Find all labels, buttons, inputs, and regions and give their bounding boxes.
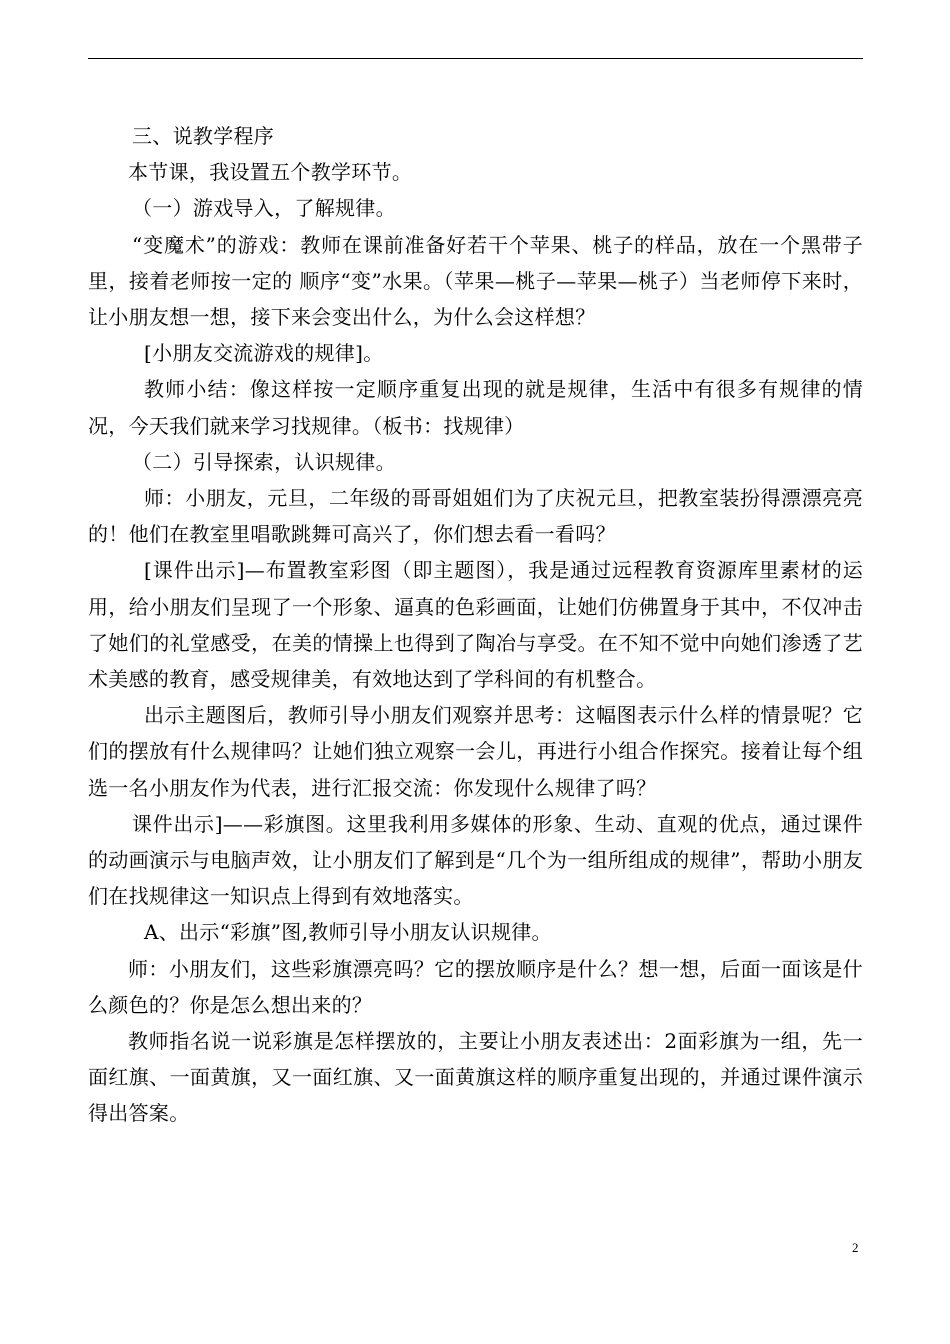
header-rule: [88, 58, 863, 59]
paragraph: [小朋友交流游戏的规律]。: [144, 341, 384, 366]
paragraph: 师：小朋友，元旦，二年级的哥哥姐姐们为了庆祝元旦，把教室装扮得漂漂亮亮的！他们在教室里唱歌跳舞可高兴了，你们想去看一看吗？: [88, 486, 863, 547]
paragraph: 师：小朋友们，这些彩旗漂亮吗？它的摆放顺序是什么？想一想，后面一面该是什么颜色的？你是怎么想出来的？: [88, 956, 863, 1017]
paragraph: 教师小结：像这样按一定顺序重复出现的就是规律，生活中有很多有规律的情况，今天我们就来学习找规律。（板书：找规律）: [88, 377, 863, 438]
subsection-heading: （一）游戏导入，了解规律。: [132, 196, 396, 221]
section-heading: 三、说教学程序: [132, 124, 275, 148]
paragraph: [课件出示]—布置教室彩图（即主题图），我是通过远程教育资源库里素材的运用，给小朋友们呈现了一个形象、逼真的色彩画面，让她们仿佛置身于其中，不仅冲击了她们的礼堂感受，在美的情操上也得到了陶冶与享受。在不知不觉中向她们渗透了艺术美感的教育，感受规律美，有效地达到了学科间的有机整合。: [88, 558, 863, 692]
document-body: [88, 118, 863, 1132]
page-number: 2: [852, 1240, 859, 1255]
paragraph: A、出示“彩旗”图,教师引导小朋友认识规律。: [144, 920, 552, 945]
paragraph: 教师指名说一说彩旗是怎样摆放的，主要让小朋友表述出：2面彩旗为一组，先一面红旗、一面黄旗，又一面红旗、又一面黄旗这样的顺序重复出现的，并通过课件演示得出答案。: [88, 1029, 863, 1126]
subsection-heading: （二）引导探索，认识规律。: [132, 449, 396, 474]
paragraph: 出示主题图后，教师引导小朋友们观察并思考：这幅图表示什么样的情景呢？它们的摆放有什么规律吗？让她们独立观察一会儿，再进行小组合作探究。接着让每个组选一名小朋友作为代表，进行汇报交流：你发现什么规律了吗？: [88, 703, 863, 800]
paragraph: “变魔术”的游戏：教师在课前准备好若干个苹果、桃子的样品，放在一个黑带子里，接着老师按一定的 顺序“变”水果。（苹果—桃子—苹果—桃子）当老师停下来时，让小朋友想一想，接下来会变出什么，为什么会这样想？: [88, 232, 863, 330]
paragraph: 课件出示]——彩旗图。这里我利用多媒体的形象、生动、直观的优点，通过课件的动画演示与电脑声效，让小朋友们了解到是“几个为一组所组成的规律”，帮助小朋友们在找规律这一知识点上得到有效地落实。: [88, 811, 863, 909]
paragraph: 本节课，我设置五个教学环节。: [128, 160, 413, 185]
